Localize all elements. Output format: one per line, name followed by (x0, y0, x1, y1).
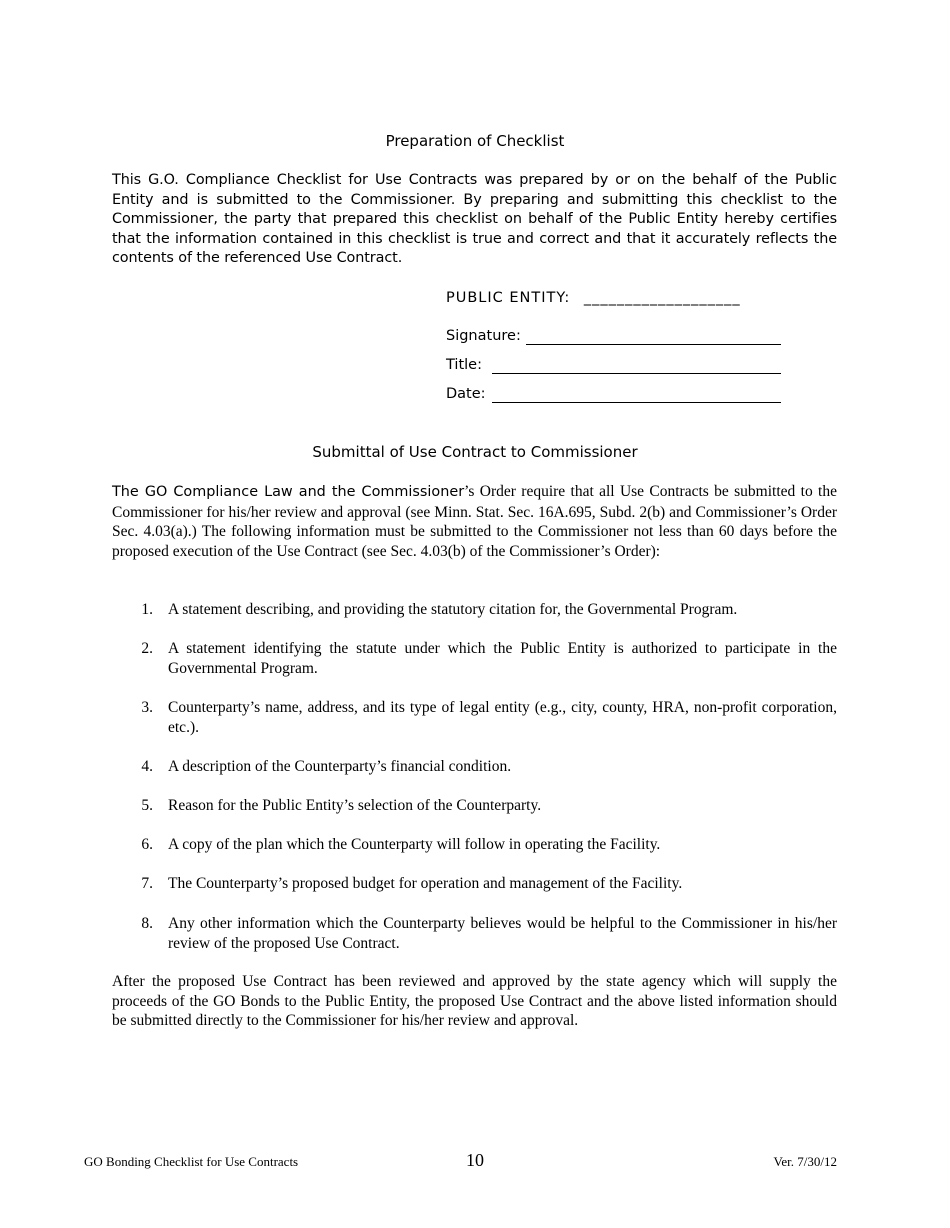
title-label: Title: (446, 357, 482, 373)
list-item-text: A statement describing, and providing the statutory citation for, the Governmental Program. (168, 601, 738, 618)
preparation-paragraph: This G.O. Compliance Checklist for Use Contracts was prepared by or on the behalf of the Public Entity and is submitted to the Commissioner. By preparing and submitting this checklist to the Commissioner, the party that prepared this checklist on behalf of the Public Entity hereby certifies that the information contained in this checklist is true and correct and that it accurately reflects the contents of the referenced Use Contract. (112, 172, 837, 267)
title-line[interactable] (492, 373, 781, 374)
list-item-number: 1. (141, 601, 153, 618)
list-item-text: A copy of the plan which the Counterparty will follow in operating the Facility. (168, 836, 661, 853)
list-item-number: 4. (141, 758, 153, 775)
list-item-text: Reason for the Public Entity’s selection of the Counterparty. (168, 797, 542, 814)
list-item-number: 5. (141, 797, 153, 814)
signature-line[interactable] (526, 344, 781, 345)
list-item-text: A description of the Counterparty’s financial condition. (168, 758, 512, 775)
list-item-number: 8. (141, 915, 153, 932)
preparation-heading: Preparation of Checklist (385, 132, 565, 150)
footer-document-title: GO Bonding Checklist for Use Contracts (84, 1154, 299, 1169)
list-item-text: The Counterparty’s proposed budget for operation and management of the Facility. (168, 875, 683, 892)
date-label: Date: (446, 386, 486, 402)
footer-page-number: 10 (466, 1150, 484, 1170)
list-item-number: 6. (141, 836, 153, 853)
list-item-text: Counterparty’s name, address, and its type of legal entity (e.g., city, county, HRA, non-profit corporation, etc.). (168, 699, 837, 736)
list-item-number: 7. (141, 875, 153, 892)
public-entity-blank: ___________________ (583, 290, 741, 306)
date-line[interactable] (492, 402, 781, 403)
public-entity-label: PUBLIC ENTITY: (446, 290, 571, 306)
public-entity-field (446, 288, 741, 308)
list-item-text: A statement identifying the statute under which the Public Entity is authorized to participate in the Governmental Program. (168, 640, 837, 677)
list-item-number: 2. (141, 640, 153, 657)
footer-version: Ver. 7/30/12 (773, 1154, 837, 1169)
submittal-intro (112, 482, 837, 561)
closing-paragraph: After the proposed Use Contract has been reviewed and approved by the state agency which will supply the proceeds of the GO Bonds to the Public Entity, the proposed Use Contract and the above listed information should be submitted directly to the Commissioner for his/her review and approval. (112, 973, 837, 1030)
submittal-intro-rest: ’s Order require that all Use Contracts be submitted to the Commissioner for his/her review and approval (see Minn. Stat. Sec. 16A.695, Subd. 2(b) and Commissioner’s Order Sec. 4.03(a).) The following information must be submitted to the Commissioner not less than 60 days before the proposed execution of the Use Contract (see Sec. 4.03(b) of the Commissioner’s Order): (112, 483, 837, 560)
submittal-intro-lead: The GO Compliance Law and the Commissioner (112, 484, 465, 500)
list-item-number: 3. (141, 699, 153, 716)
signature-label: Signature: (446, 328, 521, 344)
submittal-heading: Submittal of Use Contract to Commissioner (312, 443, 638, 461)
list-item-text: Any other information which the Counterparty believes would be helpful to the Commissioner in his/her review of the proposed Use Contract. (168, 915, 837, 952)
